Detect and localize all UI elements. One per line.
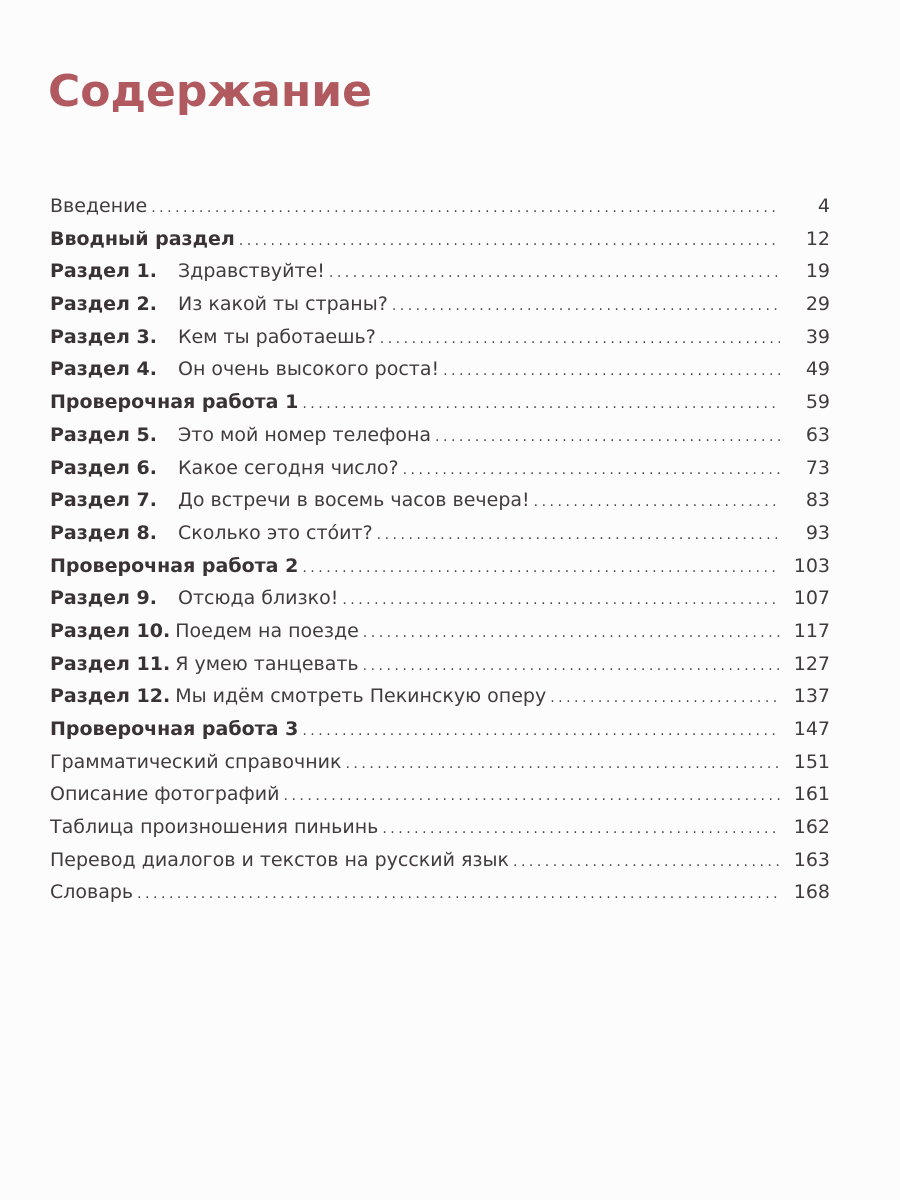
toc-entry-pinyin-table[interactable] [50, 811, 830, 844]
entry-label: Перевод диалогов и текстов на русский язык [50, 848, 509, 871]
page-title: Содержание [48, 66, 372, 117]
dot-leader [302, 388, 780, 421]
entry-label: Мы идём смотреть Пекинскую оперу [175, 685, 547, 708]
page-number: 49 [805, 358, 830, 381]
entry-label: Проверочная работа 3 [50, 718, 299, 740]
page-number: 103 [793, 554, 830, 577]
dot-leader [302, 715, 780, 748]
unit-number: Раздел 1. [50, 260, 157, 283]
page-number: 168 [793, 881, 830, 904]
entry-label: Кем ты работаешь? [178, 325, 376, 348]
toc-entry-unit-11[interactable] [50, 648, 830, 681]
dot-leader [380, 323, 780, 356]
page-number: 163 [793, 848, 830, 871]
page-number: 29 [805, 293, 830, 316]
toc-entry-test-3[interactable] [50, 713, 830, 746]
unit-number: Раздел 3. [50, 325, 157, 348]
toc-entry-grammar-reference[interactable] [50, 746, 830, 779]
entry-label: До встречи в восемь часов вечера! [178, 489, 530, 512]
dot-leader [137, 878, 780, 911]
toc-entry-unit-1[interactable] [50, 255, 830, 288]
dot-leader [403, 454, 780, 487]
unit-number: Раздел 10. [50, 619, 171, 642]
page-number: 83 [805, 489, 830, 512]
toc-entry-unit-8[interactable] [50, 517, 830, 550]
dot-leader [513, 846, 780, 879]
page-number: 4 [817, 195, 830, 217]
unit-number: Раздел 12. [50, 685, 171, 708]
unit-number: Раздел 7. [50, 489, 157, 512]
unit-number: Раздел 11. [50, 652, 171, 675]
toc-entry-dictionary[interactable] [50, 876, 830, 909]
page-number: 137 [793, 685, 830, 708]
page-number: 73 [805, 456, 830, 479]
entry-label: Проверочная работа 2 [50, 554, 299, 577]
entry-label: Поедем на поезде [175, 619, 359, 642]
dot-leader [284, 780, 780, 813]
dot-leader [329, 257, 780, 290]
dot-leader [302, 552, 780, 585]
entry-label: Я умею танцевать [175, 652, 359, 675]
page-number: 63 [805, 423, 830, 446]
entry-label: Сколько это сто́ит? [178, 521, 373, 544]
dot-leader [382, 813, 780, 846]
toc-entry-unit-2[interactable] [50, 288, 830, 321]
entry-label: Грамматический справочник [50, 750, 342, 773]
entry-label: Из какой ты страны? [178, 293, 388, 316]
entry-label: Проверочная работа 1 [50, 391, 299, 414]
unit-number: Раздел 2. [50, 293, 157, 316]
dot-leader [435, 421, 780, 454]
entry-label: Введение [50, 195, 148, 217]
toc-entry-translations[interactable] [50, 844, 830, 877]
unit-number: Раздел 8. [50, 521, 157, 544]
toc-entry-unit-12[interactable] [50, 680, 830, 713]
page-number: 39 [805, 325, 830, 348]
unit-number: Раздел 6. [50, 456, 157, 479]
page-number: 59 [805, 391, 830, 414]
toc-entry-test-2[interactable] [50, 550, 830, 583]
toc-entry-unit-6[interactable] [50, 452, 830, 485]
dot-leader [443, 355, 780, 388]
page-number: 162 [793, 816, 830, 839]
page-number: 12 [805, 227, 830, 250]
dot-leader [345, 748, 780, 781]
unit-number: Раздел 5. [50, 423, 157, 446]
dot-leader [239, 225, 780, 258]
toc-entry-unit-3[interactable] [50, 321, 830, 354]
page-number: 127 [793, 652, 830, 675]
dot-leader [550, 682, 780, 715]
entry-label: Это мой номер телефона [178, 423, 432, 446]
entry-label: Отсюда близко! [178, 587, 339, 610]
page-number: 147 [793, 718, 830, 740]
entry-label: Описание фотографий [50, 783, 280, 806]
toc-entry-unit-10[interactable] [50, 615, 830, 648]
dot-leader [363, 650, 780, 683]
page-number: 117 [793, 619, 830, 642]
page-number: 151 [793, 750, 830, 773]
toc-entry-intro-section[interactable] [50, 223, 830, 256]
unit-number: Раздел 4. [50, 358, 157, 381]
entry-label: Здравствуйте! [178, 260, 325, 283]
table-of-contents [50, 190, 830, 909]
toc-entry-unit-4[interactable] [50, 353, 830, 386]
toc-entry-test-1[interactable] [50, 386, 830, 419]
toc-entry-photo-descriptions[interactable] [50, 778, 830, 811]
page-number: 93 [805, 521, 830, 544]
dot-leader [151, 192, 780, 225]
entry-label: Словарь [50, 881, 134, 904]
entry-label: Он очень высокого роста! [178, 358, 440, 381]
entry-label: Таблица произношения пиньинь [50, 816, 379, 839]
unit-number: Раздел 9. [50, 587, 157, 610]
toc-entry-unit-9[interactable] [50, 582, 830, 615]
toc-entry-unit-5[interactable] [50, 419, 830, 452]
page-number: 19 [805, 260, 830, 283]
entry-label: Вводный раздел [50, 227, 235, 250]
entry-label: Какое сегодня число? [178, 456, 399, 479]
page-number: 107 [793, 587, 830, 610]
dot-leader [392, 290, 780, 323]
dot-leader [363, 617, 780, 650]
dot-leader [342, 584, 780, 617]
dot-leader [377, 519, 780, 552]
page-number: 161 [793, 783, 830, 806]
dot-leader [534, 486, 780, 519]
toc-entry-introduction[interactable] [50, 190, 830, 223]
toc-entry-unit-7[interactable] [50, 484, 830, 517]
